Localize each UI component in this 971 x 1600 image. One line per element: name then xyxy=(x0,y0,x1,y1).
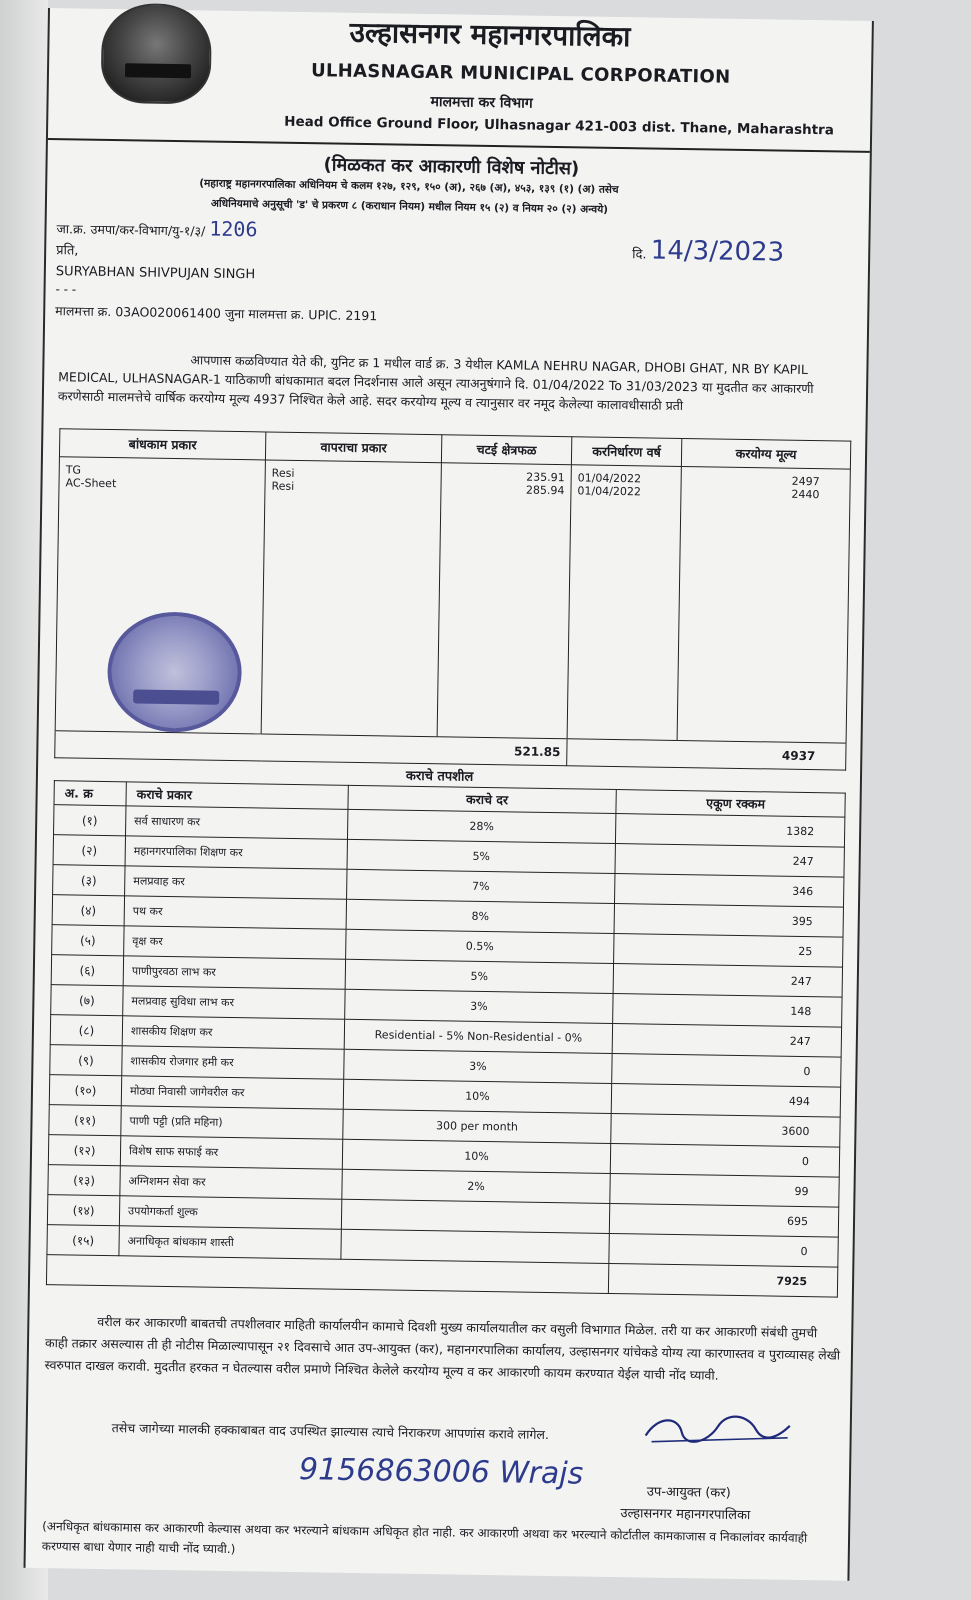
tax-amount: 25 xyxy=(614,934,843,968)
tax-amount: 695 xyxy=(609,1203,838,1237)
tax-rate xyxy=(341,1199,609,1233)
office-address: Head Office Ground Floor, Ulhasnagar 421-003 dist. Thane, Maharashtra xyxy=(284,113,835,139)
tax-serial: (६) xyxy=(51,955,123,986)
tax-rate xyxy=(341,1229,609,1263)
value-cell xyxy=(677,467,850,744)
tax-total: 7925 xyxy=(608,1263,837,1297)
notice-title: (मिळकत कर आकारणी विशेष नोटीस) xyxy=(323,154,580,180)
col-taxable-value: करयोग्य मूल्य xyxy=(681,439,850,470)
col-total-amount: एकूण रक्कम xyxy=(616,790,845,818)
tax-serial: (१०) xyxy=(49,1075,121,1106)
tax-name: सर्व साधारण कर xyxy=(126,806,348,839)
property-details: मालमत्ता क्र. 03AO020061400 जुना मालमत्ता क्र. UPIC. 2191 xyxy=(55,303,378,324)
tax-serial: (१५) xyxy=(47,1225,119,1256)
notice-document xyxy=(23,8,873,1581)
construction-type-1: TG xyxy=(65,463,82,477)
col-construction-type: बांधकाम प्रकार xyxy=(59,429,265,460)
tax-serial: (५) xyxy=(52,925,124,956)
year-cell xyxy=(567,465,681,741)
addressee-name: SURYABHAN SHIVPUJAN SINGH xyxy=(55,264,256,283)
tax-rate: 5% xyxy=(345,959,613,993)
tax-name: शासकीय रोजगार हमी कर xyxy=(122,1046,344,1079)
date-label: दि. xyxy=(632,247,647,263)
tax-amount: 247 xyxy=(613,964,842,998)
value-2: 2440 xyxy=(791,487,820,502)
tax-rate: 10% xyxy=(343,1079,611,1113)
tax-rate: 8% xyxy=(346,899,614,933)
tax-serial: (१४) xyxy=(47,1195,119,1226)
tax-rate: 2% xyxy=(342,1169,610,1203)
footer-note-2: तसेच जागेच्या मालकी हक्काबाबत वाद उपस्थित झाल्यास त्याचे निराकरण आपणांस करावे लागेल. xyxy=(111,1420,550,1443)
tax-amount: 148 xyxy=(613,993,842,1027)
footer-note-1: वरील कर आकारणी बाबतची तपशीलवार माहिती कार्यालयीन कामाचे दिवशी मुख्य कार्यालयातील कर वसुली विभागात मिळेल. तरी या कर आकारणी संबंधी तुमची काही तक्रार असल्यास ती ही नोटीस मिळाल्यापासून २१ दिवसाचे आत उप-आयुक्त (कर), महानगरपालिका कार्यालय, उल्हासनगर यांचेकडे योग्य त्या कारणास्तव व पुराव्यासह लेखी स्वरुपात दाखल करावी. मुदतीत हरकत न घेतल्यास वरील प्रमाणे निश्चित केलेले करयोग्य मूल्य व कर आकारणी कायम करण्यात येईल याची नोंद घ्यावी. xyxy=(44,1313,841,1383)
tax-rate: Residential - 5% Non-Residential - 0% xyxy=(344,1019,612,1053)
header-divider xyxy=(48,138,870,153)
tax-amount: 0 xyxy=(609,1233,838,1267)
tax-name: मोठ्या निवासी जागेवरील कर xyxy=(121,1076,343,1109)
tax-rate: 5% xyxy=(347,839,615,873)
tax-rate: 3% xyxy=(344,1049,612,1083)
area-1: 235.91 xyxy=(526,470,565,485)
tax-serial: (३) xyxy=(53,865,125,896)
prati-label: प्रति, xyxy=(56,243,79,259)
tax-amount: 1382 xyxy=(615,814,844,848)
officer-signature xyxy=(637,1405,798,1452)
usage-type-2: Resi xyxy=(271,479,295,493)
tax-rate: 10% xyxy=(342,1139,610,1173)
tax-rate: 300 per month xyxy=(343,1109,611,1143)
tax-rate: 28% xyxy=(347,809,615,843)
tax-serial: (४) xyxy=(52,895,124,926)
reference-number xyxy=(56,214,257,241)
tax-serial: (२) xyxy=(53,835,125,866)
year-2: 01/04/2022 xyxy=(577,484,641,499)
total-area: 521.85 xyxy=(55,731,567,766)
tax-name: विशेष साफ सफाई कर xyxy=(120,1136,342,1169)
tax-amount: 0 xyxy=(610,1143,839,1177)
corporation-logo xyxy=(101,3,213,105)
tax-name: मलप्रवाह सुविधा लाभ कर xyxy=(123,986,345,1019)
tax-amount: 3600 xyxy=(611,1113,840,1147)
tax-name: मलप्रवाह कर xyxy=(125,866,347,899)
tax-rate: 7% xyxy=(347,869,615,903)
tax-details-caption: कराचे तपशील xyxy=(405,768,474,785)
value-1: 2497 xyxy=(791,474,820,489)
col-assessment-year: करनिर्धारण वर्ष xyxy=(571,437,681,467)
signatory-organization: उल्हासनगर महानगरपालिका xyxy=(620,1506,751,1524)
tax-name: पाणी पट्टी (प्रति महिना) xyxy=(121,1106,343,1139)
col-usage-type: वापराचा प्रकार xyxy=(265,432,441,463)
area-cell xyxy=(437,463,571,739)
legal-disclaimer: (अनधिकृत बांधकामास कर आकारणी केल्यास अथवा कर भरल्याने बांधकाम अधिकृत होत नाही. कर आकारणी अथवा कर भरल्याने कोर्टातील कामकाजास व निकालांवर कार्यवाही करण्यास बाधा येणार नाही याची नोंद घ्यावी.) xyxy=(41,1519,808,1557)
tax-name: अनाधिकृत बांधकाम शास्ती xyxy=(119,1226,341,1259)
notice-date xyxy=(632,235,784,267)
tax-serial: (१३) xyxy=(48,1165,120,1196)
tax-name: वृक्ष कर xyxy=(124,926,346,959)
tax-name: पाणीपुरवठा लाभ कर xyxy=(123,956,345,989)
notice-body: आपणास कळविण्यात येते की, युनिट क्र 1 मधील वार्ड क्र. 3 येथील KAMLA NEHRU NAGAR, DHOBI GHAT, NR BY KAPIL MEDICAL, ULHASNAGAR-1 याठिकाणी बांधकामात बदल निदर्शनास आले असून त्याअनुषंगाने दि. 01/04/2022 To 31/03/2023 या मुदतीत कर आकारणी करणेसाठी मालमत्तेचे वार्षिक करयोग्य मूल्य 4937 निश्चित केले आहे. सदर करयोग्य मूल्य व त्यानुसार वर नमूद केलेल्या कालावधीसाठी प्रती xyxy=(57,352,814,414)
tax-amount: 395 xyxy=(614,904,843,938)
tax-amount: 346 xyxy=(615,874,844,908)
address-dashes: - - - xyxy=(55,282,77,297)
total-value: 4937 xyxy=(567,739,846,770)
tax-serial: (१) xyxy=(54,805,126,836)
tax-amount: 0 xyxy=(612,1053,841,1087)
handwritten-phone-number: 9156863006 Wrajs xyxy=(298,1452,584,1492)
tax-amount: 99 xyxy=(610,1173,839,1207)
tax-amount: 247 xyxy=(612,1023,841,1057)
reference-handwritten: 1206 xyxy=(209,216,258,242)
col-tax-rate: कराचे दर xyxy=(348,785,616,813)
col-carpet-area: चटई क्षेत्रफळ xyxy=(441,435,571,465)
tax-name: अग्निशमन सेवा कर xyxy=(120,1166,342,1199)
usage-cell xyxy=(261,460,441,737)
construction-type-2: AC-Sheet xyxy=(65,476,117,491)
tax-name: उपयोगकर्ता शुल्क xyxy=(119,1196,341,1229)
reference-label: जा.क्र. उमपा/कर-विभाग/यु-१/३/ xyxy=(56,221,206,239)
tax-amount: 247 xyxy=(615,844,844,878)
tax-name: पथ कर xyxy=(124,896,346,929)
tax-serial: (८) xyxy=(50,1015,122,1046)
tax-serial: (१२) xyxy=(48,1135,120,1166)
tax-amount: 494 xyxy=(611,1083,840,1117)
department-name: मालमत्ता कर विभाग xyxy=(430,94,533,112)
notice-subtitle-1: (महाराष्ट्र महानगरपालिका अधिनियम चे कलम १२७, १२९, १५० (अ), २६७ (अ), ४५३, १३९ (१) (अ) तसेच xyxy=(199,177,619,196)
tax-name: शासकीय शिक्षण कर xyxy=(122,1016,344,1049)
signatory-title: उप-आयुक्त (कर) xyxy=(646,1484,731,1501)
notice-subtitle-2: अधिनियमाचे अनुसूची 'ड' चे प्रकरण ८ (कराधान नियम) मधील नियम १५ (२) व नियम २० (२) अन्वये) xyxy=(210,197,609,216)
tax-table xyxy=(46,780,846,1297)
area-2: 285.94 xyxy=(525,483,565,498)
year-1: 01/04/2022 xyxy=(577,471,642,486)
tax-serial: (७) xyxy=(51,985,123,1016)
tax-serial: (११) xyxy=(49,1105,121,1136)
tax-name: महानगरपालिका शिक्षण कर xyxy=(125,836,347,869)
marathi-title: उल्हासनगर महानगरपालिका xyxy=(349,15,631,54)
english-title: ULHASNAGAR MUNICIPAL CORPORATION xyxy=(310,60,731,88)
tax-serial: (९) xyxy=(50,1045,122,1076)
usage-type-1: Resi xyxy=(271,466,295,480)
col-serial: अ. क्र xyxy=(54,781,126,806)
tax-rate: 3% xyxy=(345,989,613,1023)
col-tax-type: कराचे प्रकार xyxy=(126,782,348,809)
tax-rate: 0.5% xyxy=(346,929,614,963)
tax-rows xyxy=(47,805,845,1267)
date-handwritten: 14/3/2023 xyxy=(650,235,785,268)
